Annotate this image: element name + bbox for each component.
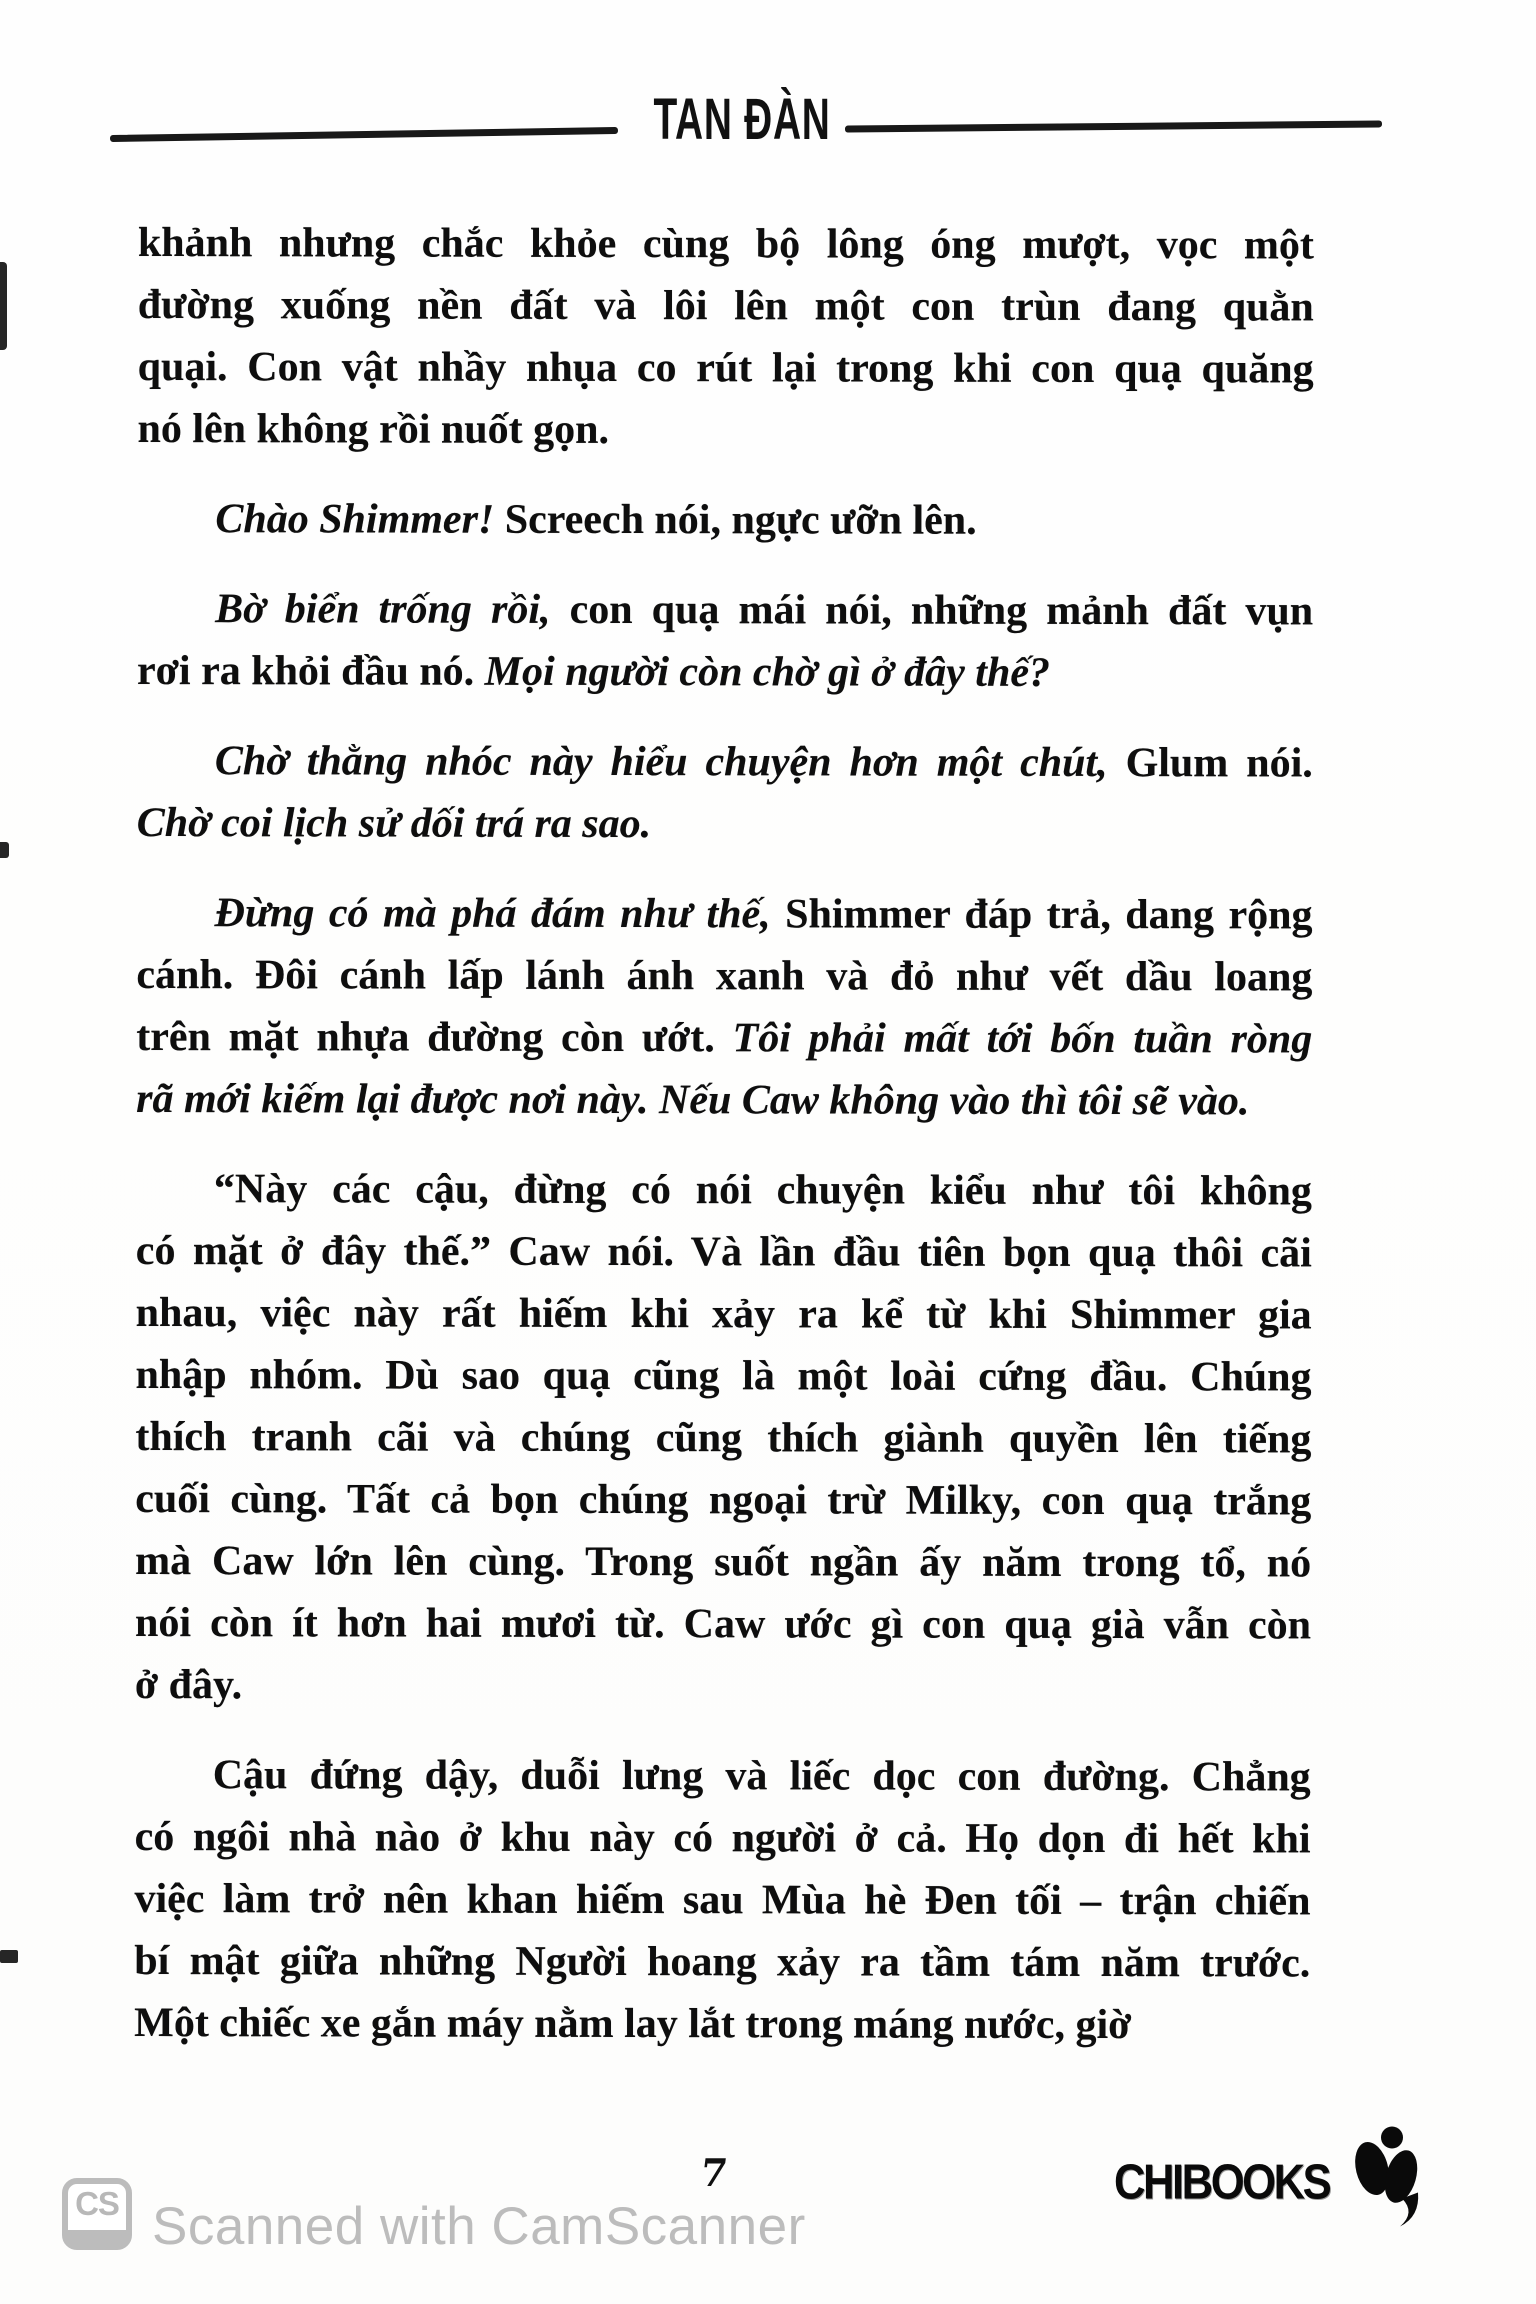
text-line [135,1406,1311,1470]
paragraph [134,1744,1311,2056]
text-run: thích tranh cãi và chúng cũng thích giành quyền lên tiếng [135,1413,1312,1463]
page-number: 7 [698,2150,730,2195]
crow-bird-icon [1344,2122,1430,2227]
text-line [136,944,1312,1008]
text-run: con quạ mái nói, những mảnh đất vụn [550,586,1314,635]
text-run: việc làm trở nên khan hiếm sau Mùa hè Đen tối – trận chiến [134,1875,1311,1925]
text-line [137,730,1313,794]
header-rule-right [845,120,1382,132]
text-run: quại. Con vật nhầy nhụa co rút lại trong khi con quạ quăng [137,343,1314,393]
text-run: khảnh nhưng chắc khỏe cùng bộ lông óng mượt, vọc một [137,219,1314,269]
text-run: cánh. Đôi cánh lấp lánh ánh xanh và đỏ như vết dầu loang [136,951,1313,1001]
text-line [135,1468,1311,1532]
text-line [138,212,1314,276]
text-run: Glum nói. [1107,740,1313,787]
italic-run: rã mới kiếm lại được nơi này. Nếu Caw không vào thì tôi sẽ vào. [136,1075,1250,1125]
publisher-logo-text: CHIBOOKS [1114,2154,1330,2211]
text-run: Screech nói, ngực ưỡn lên. [494,496,977,544]
text-run: nói còn ít hơn hai mươi từ. Caw ước gì con quạ già vẫn còn [134,1599,1312,1649]
text-line [136,1158,1312,1222]
text-line [136,882,1312,946]
camscanner-icon-label: CS [75,2185,119,2222]
paragraph [137,578,1313,704]
text-run: ở đây. [134,1661,243,1709]
text-line [135,1744,1311,1808]
text-run: nhập nhóm. Dù sao quạ cũng là một loài cứng đầu. Chúng [135,1351,1312,1401]
text-line [138,336,1314,400]
text-line [137,640,1313,704]
text-run: mà Caw lớn lên cùng. Trong suốt ngần ấy năm trong tổ, nó [135,1537,1312,1587]
text-run: bí mật giữa những Người hoang xảy ra tầm tám năm trước. [134,1937,1311,1987]
paragraph [135,1158,1312,1718]
text-line [136,1006,1312,1070]
text-line [138,274,1314,338]
text-run: rơi ra khỏi đầu nó. [136,647,485,695]
text-run: “Này các cậu, đừng có nói chuyện kiểu như tôi không [213,1166,1312,1215]
paragraph [137,730,1313,856]
italic-run: Tôi phải mất tới bốn tuần ròng [732,1015,1313,1063]
text-line [135,1530,1311,1594]
text-run: đường xuống nền đất và lôi lên một con trùn đang quằn [137,281,1314,331]
paragraph [137,212,1314,462]
italic-run: Chờ thằng nhóc này hiểu chuyện hơn một chút, [214,738,1108,787]
italic-run: Bờ biển trống rồi, [215,586,551,633]
scan-artifact [0,262,7,350]
text-line [135,1806,1311,1870]
body-text [134,212,1314,2056]
publisher-logo [1114,2122,1430,2227]
text-line [136,1282,1312,1346]
text-run: nhau, việc này rất hiếm khi xảy ra kể từ khi Shimmer gia [135,1289,1312,1339]
text-line [136,1220,1312,1284]
italic-run: Mọi người còn chờ gì ở đây thế? [484,648,1051,696]
text-line [135,1592,1311,1656]
text-run: nó lên không rồi nuốt gọn. [137,405,610,453]
text-run: trên mặt nhựa đường còn ướt. [136,1013,733,1062]
text-line [137,488,1313,552]
text-line [137,398,1313,462]
camscanner-icon [62,2178,132,2250]
camscanner-watermark-text: Scanned with CamScanner [152,2197,806,2256]
text-run: Shimmer đáp trả, dang rộng [770,891,1313,939]
italic-run: Chờ coi lịch sử dối trá ra sao. [136,799,652,848]
scan-artifact [0,842,9,858]
text-line [134,1868,1310,1932]
header-rule-left [110,127,618,142]
text-line [134,1992,1310,2056]
italic-run: Đừng có mà phá đám như thế, [214,890,771,938]
text-run: có ngôi nhà nào ở khu này có người ở cả. Họ dọn đi hết khi [134,1813,1311,1863]
text-line [136,1068,1312,1132]
text-line [135,1654,1311,1718]
text-run: Một chiếc xe gắn máy nằm lay lắt trong máng nước, giờ [134,1999,1132,2049]
text-run: Cậu đứng dậy, duỗi lưng và liếc dọc con đường. Chẳng [212,1752,1311,1801]
paragraph [137,488,1313,552]
italic-run: Chào Shimmer! [215,496,495,543]
text-line [137,578,1313,642]
scan-artifact [0,1950,18,1963]
text-line [137,792,1313,856]
chapter-title: TAN ĐÀN [653,87,831,152]
text-run: có mặt ở đây thế.” Caw nói. Và lần đầu tiên bọn quạ thôi cãi [135,1227,1312,1277]
text-line [135,1344,1311,1408]
text-run: cuối cùng. Tất cả bọn chúng ngoại trừ Milky, con quạ trắng [135,1475,1312,1525]
text-line [134,1930,1310,1994]
paragraph [136,882,1313,1132]
camscanner-icon-band [67,2230,127,2245]
